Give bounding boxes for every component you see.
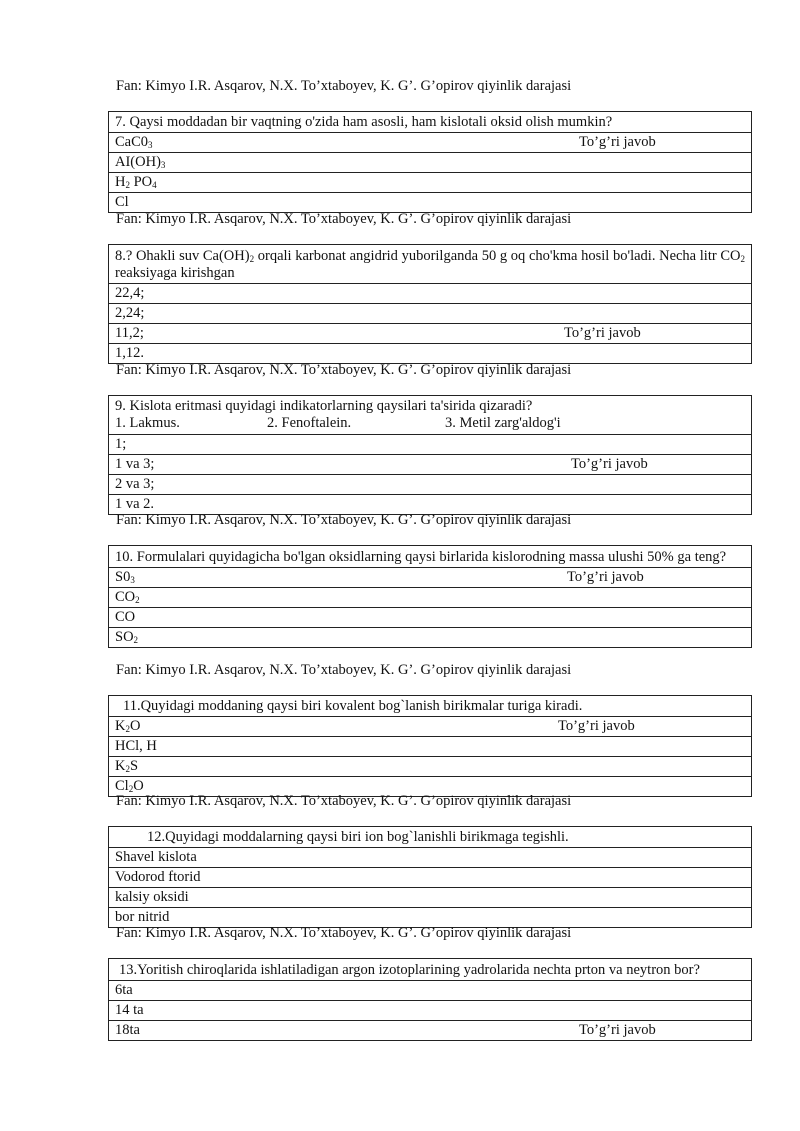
answer-option[interactable]: $CaC0_3$ To’g’ri javob — [109, 133, 751, 153]
answer-option[interactable]: Cl — [109, 193, 751, 213]
answer-option[interactable]: $H_2$ $PO_4$ — [109, 173, 751, 193]
answer-option[interactable]: 11,2; To’g’ri javob — [109, 324, 751, 344]
answer-option[interactable]: 2 va 3; — [109, 475, 751, 495]
answer-option[interactable]: $K_2S$ — [109, 757, 751, 777]
answer-option[interactable]: 1; — [109, 435, 751, 455]
answer-option[interactable]: Shavel kislota — [109, 848, 751, 868]
answer-option[interactable]: HCl, H — [109, 737, 751, 757]
subject-header: Fan: Kimyo I.R. Asqarov, N.X. To’xtaboyev, K. G’. G’opirov qiyinlik darajasi — [116, 662, 572, 678]
question-13-text: 13.Yoritish chiroqlarida ishlatiladigan argon izotoplarining yadrolarida nechta prton va neytron bor? — [109, 959, 751, 981]
answer-option[interactable]: 22,4; — [109, 284, 751, 304]
answer-option[interactable]: $CO_2$ — [109, 588, 751, 608]
question-9-text: 9. Kislota eritmasi quyidagi indikatorlarning qaysilari ta'sirida qizaradi? 1. Lakmus. 2. Fenoftalein. 3. Metil zarg'aldog'i — [109, 396, 751, 435]
answer-option[interactable]: bor nitrid — [109, 908, 751, 928]
answer-option[interactable]: $SO_2$ — [109, 628, 751, 648]
answer-option[interactable]: CO — [109, 608, 751, 628]
answer-option[interactable]: kalsiy oksidi — [109, 888, 751, 908]
answer-option[interactable]: 2,24; — [109, 304, 751, 324]
answer-option[interactable]: 1 va 2. — [109, 495, 751, 515]
question-8-text: 8.? Ohakli suv $Ca(OH)_2$ orqali karbonat angidrid yuborilganda 50 g oq cho'kma hosil bo'ladi. Necha litr $CO_2$ reaksiyaga kirishgan — [109, 245, 751, 284]
answer-option[interactable]: Vodorod ftorid — [109, 868, 751, 888]
correct-answer-label: To’g’ri javob — [571, 456, 648, 472]
question-7 — [108, 111, 752, 213]
answer-option[interactable]: $S0_3$ To’g’ri javob — [109, 568, 751, 588]
question-8 — [108, 244, 752, 364]
correct-answer-label: To’g’ri javob — [579, 134, 656, 150]
question-7-text: 7. Qaysi moddadan bir vaqtning o'zida ham asosli, ham kislotali oksid olish mumkin? — [109, 112, 751, 133]
question-12 — [108, 826, 752, 928]
correct-answer-label: To’g’ri javob — [564, 325, 641, 341]
subject-header: Fan: Kimyo I.R. Asqarov, N.X. To’xtaboyev, K. G’. G’opirov qiyinlik darajasi — [116, 362, 572, 378]
answer-option[interactable]: $AI(OH)_3$ — [109, 153, 751, 173]
answer-option[interactable]: 18ta To’g’ri javob — [109, 1021, 751, 1041]
indicator-3: 3. Metil zarg'aldog'i — [445, 415, 561, 431]
subject-header: Fan: Kimyo I.R. Asqarov, N.X. To’xtaboyev, K. G’. G’opirov qiyinlik darajasi — [116, 512, 572, 528]
indicator-2: 2. Fenoftalein. — [267, 415, 352, 431]
question-10 — [108, 545, 752, 648]
answer-option[interactable]: 14 ta — [109, 1001, 751, 1021]
subject-header: Fan: Kimyo I.R. Asqarov, N.X. To’xtaboyev, K. G’. G’opirov qiyinlik darajasi — [116, 793, 572, 809]
subject-header: Fan: Kimyo I.R. Asqarov, N.X. To’xtaboyev, K. G’. G’opirov qiyinlik darajasi — [116, 925, 572, 941]
question-13 — [108, 958, 752, 1041]
question-9 — [108, 395, 752, 515]
indicator-1: 1. Lakmus. — [115, 415, 180, 431]
question-11 — [108, 695, 752, 797]
correct-answer-label: To’g’ri javob — [567, 569, 644, 585]
correct-answer-label: To’g’ri javob — [558, 718, 635, 734]
answer-option[interactable]: $K_2O$ To’g’ri javob — [109, 717, 751, 737]
question-10-text: 10. Formulalari quyidagicha bo'lgan oksidlarning qaysi birlarida kislorodning massa ulushi 50% ga teng? — [109, 546, 751, 568]
question-12-text: 12.Quyidagi moddalarning qaysi biri ion bog`lanishli birikmaga tegishli. — [109, 827, 751, 848]
answer-option[interactable]: 6ta — [109, 981, 751, 1001]
subject-header: Fan: Kimyo I.R. Asqarov, N.X. To’xtaboyev, K. G’. G’opirov qiyinlik darajasi — [116, 211, 572, 227]
correct-answer-label: To’g’ri javob — [579, 1022, 656, 1038]
question-11-text: 11.Quyidagi moddaning qaysi biri kovalent bog`lanish birikmalar turiga kiradi. — [109, 696, 751, 717]
answer-option[interactable]: 1,12. — [109, 344, 751, 364]
subject-header: Fan: Kimyo I.R. Asqarov, N.X. To’xtaboyev, K. G’. G’opirov qiyinlik darajasi — [116, 78, 572, 94]
answer-option[interactable]: $Cl_2O$ — [109, 777, 751, 797]
answer-option[interactable]: 1 va 3; To’g’ri javob — [109, 455, 751, 475]
